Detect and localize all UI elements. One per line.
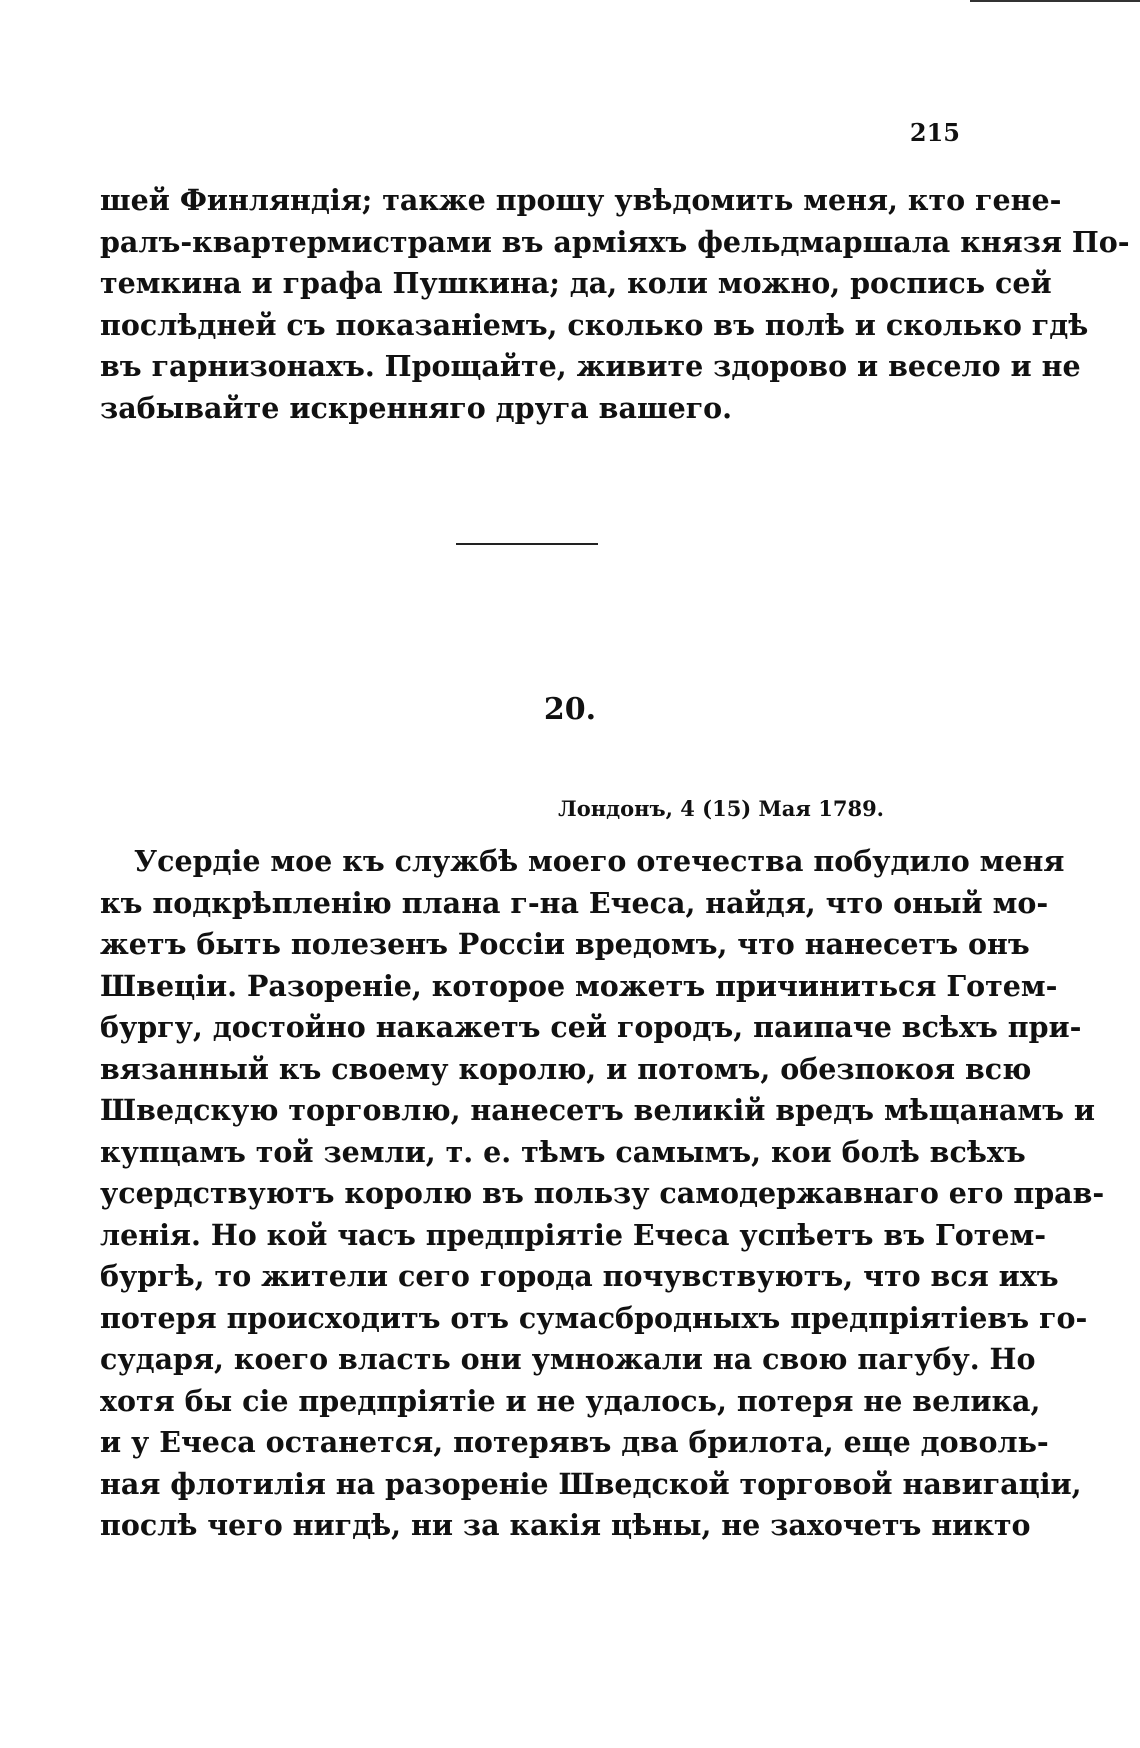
text-line: купцамъ той земли, т. е. тѣмъ самымъ, кои болѣ всѣхъ: [100, 1134, 1026, 1169]
text-line: потеря происходитъ отъ сумасбродныхъ предпріятіевъ го-: [100, 1300, 1088, 1335]
continuation-paragraph: [100, 180, 1130, 429]
letter-body: [100, 841, 1105, 1547]
text-line: и у Ечеса останется, потерявъ два брилота, еще доволь-: [100, 1425, 1049, 1459]
text-line: къ подкрѣпленію плана г-на Ечеса, найдя, что оный мо-: [100, 885, 1049, 920]
text-line: усердствуютъ королю въ пользу самодержавнаго его прав-: [100, 1176, 1105, 1210]
text-line: вязанный къ своему королю, и потомъ, обезпокоя всю: [100, 1051, 1032, 1086]
text-line: жетъ быть полезенъ Россіи вредомъ, что нанесетъ онъ: [100, 927, 1030, 961]
text-line: забывайте искренняго друга вашего.: [100, 390, 733, 425]
text-line: Швеціи. Разореніе, которое можетъ причиниться Готем-: [100, 968, 1058, 1003]
text-line: ная флотилія на разореніе Шведской торговой навигаціи,: [100, 1466, 1082, 1501]
text-line: хотя бы сіе предпріятіе и не удалось, потеря не велика,: [100, 1383, 1041, 1418]
text-line: послѣ чего нигдѣ, ни за какія цѣны, не захочетъ никто: [100, 1508, 1031, 1542]
text-line: ленія. Но кой часъ предпріятіе Ечеса успѣетъ въ Готем-: [100, 1217, 1047, 1252]
text-line: шей Финляндія; также прошу увѣдомить меня, кто гене-: [100, 183, 1062, 217]
text-line: Шведскую торговлю, нанесетъ великій вредъ мѣщанамъ и: [100, 1093, 1096, 1127]
section-divider: [456, 543, 598, 545]
text-line: темкина и графа Пушкина; да, коли можно, роспись сей: [100, 266, 1052, 300]
letter-number: 20.: [543, 692, 597, 727]
scan-edge-line: [970, 0, 1140, 2]
text-line: бургѣ, то жители сего города почувствуютъ, что вся ихъ: [100, 1259, 1059, 1293]
text-line: послѣдней съ показаніемъ, сколько въ полѣ и сколько гдѣ: [100, 307, 1089, 342]
text-line: ралъ-квартермистрами въ арміяхъ фельдмаршала князя По-: [100, 224, 1130, 259]
text-line: бургу, достойно накажетъ сей городъ, паипаче всѣхъ при-: [100, 1010, 1082, 1044]
page-number: 215: [909, 118, 960, 147]
text-line: Усердіе мое къ службѣ моего отечества побудило меня: [134, 844, 1065, 878]
text-line: въ гарнизонахъ. Прощайте, живите здорово и весело и не: [100, 349, 1081, 383]
text-line: сударя, коего власть они умножали на свою пагубу. Но: [100, 1342, 1036, 1376]
letter-dateline: Лондонъ, 4 (15) Мая 1789.: [558, 796, 884, 821]
